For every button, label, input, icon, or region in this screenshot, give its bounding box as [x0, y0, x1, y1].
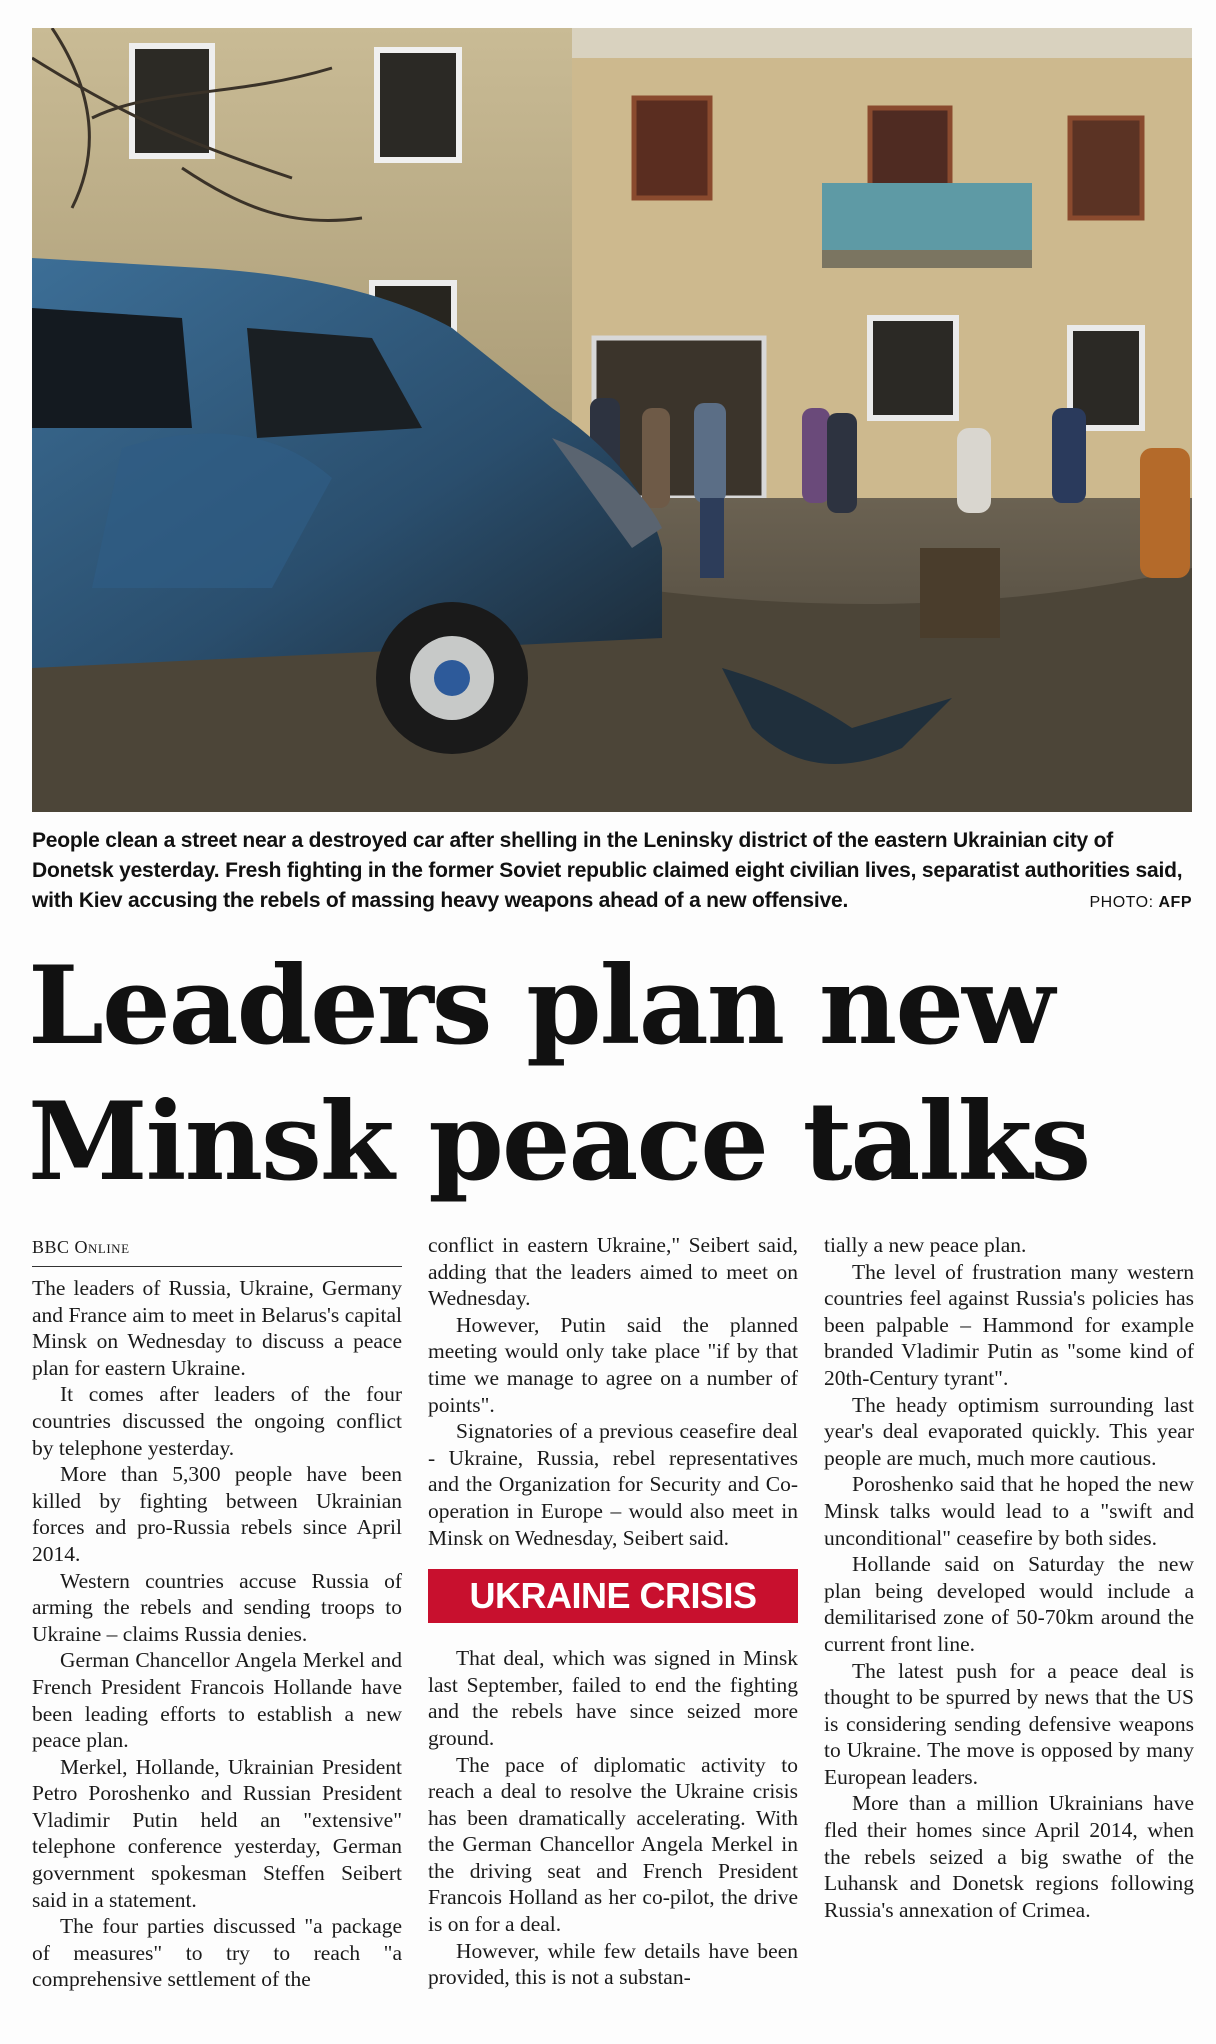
photo-credit-prefix: PHOTO: — [1089, 894, 1154, 911]
photo-caption-text: People clean a street near a destroyed car after shelling in the Leninsky district of the eastern Ukrainian city of Donetsk yesterday. Fresh fighting in the former Soviet republic claimed eight civilian lives, separatist authorities said, with Kiev accusing the rebels of massing heavy weapons ahead of a new offensive. — [32, 829, 1183, 912]
paragraph: It comes after leaders of the four countries discussed the ongoing conflict by telephone yesterday. — [32, 1382, 402, 1460]
photo-credit-source: AFP — [1158, 894, 1192, 911]
paragraph: The leaders of Russia, Ukraine, Germany and France aim to meet in Belarus's capital Minsk on Wednesday to discuss a peace plan for eastern Ukraine. — [32, 1276, 402, 1380]
paragraph: More than a million Ukrainians have fled their homes since April 2014, when the rebels seized a big swathe of the Luhansk and Donetsk regions following Russia's annexation of Crimea. — [824, 1791, 1194, 1922]
paragraph: The pace of diplomatic activity to reach a deal to resolve the Ukraine crisis has been dramatically accelerating. With the German Chancellor Angela Merkel in the driving seat and French President Francois Holland as her co-pilot, the drive is on for a deal. — [428, 1752, 798, 1937]
article-column-2 — [428, 1232, 798, 1991]
paragraph: German Chancellor Angela Merkel and French President Francois Hollande have been leading efforts to establish a new peace plan. — [32, 1648, 402, 1753]
paragraph: Poroshenko said that he hoped the new Minsk talks would lead to a "swift and unconditional" ceasefire by both sides. — [824, 1472, 1194, 1550]
article-column-3 — [824, 1232, 1194, 1923]
article-headline — [28, 938, 1198, 1210]
paragraph: However, while few details have been provided, this is not a substan- — [428, 1938, 798, 1990]
paragraph: However, Putin said the planned meeting would only take place "if by that time we manage to agree on a number of points". — [428, 1312, 798, 1417]
paragraph: conflict in eastern Ukraine," Seibert said, adding that the leaders aimed to meet on Wednesday. — [428, 1233, 798, 1311]
paragraph: The heady optimism surrounding last year's deal evaporated quickly. This year people are much, much more cautious. — [824, 1392, 1194, 1470]
byline: BBC Online — [32, 1232, 402, 1267]
paragraph: Western countries accuse Russia of arming the rebels and sending troops to Ukraine – claims Russia denies. — [32, 1568, 402, 1646]
paragraph: That deal, which was signed in Minsk last September, failed to end the fighting and the rebels have since seized more ground. — [428, 1646, 798, 1750]
paragraph: Hollande said on Saturday the new plan being developed would include a demilitarised zone of 50-70km around the current front line. — [824, 1552, 1194, 1656]
paragraph: The four parties discussed "a package of measures" to try to reach "a comprehensive settlement of the — [32, 1914, 402, 1992]
headline-line-2: Minsk peace talks — [28, 1079, 1090, 1205]
article-column-1 — [32, 1232, 402, 1993]
paragraph: More than 5,300 people have been killed by fighting between Ukrainian forces and pro-Russia rebels since April 2014. — [32, 1462, 402, 1566]
news-photo — [32, 28, 1192, 812]
section-banner: UKRAINE CRISIS — [428, 1569, 798, 1623]
photo-caption — [32, 826, 1192, 918]
photo-credit — [1090, 888, 1193, 918]
paragraph: tially a new peace plan. — [824, 1233, 1027, 1257]
paragraph: The level of frustration many western countries feel against Russia's policies has been palpable – Hammond for example branded Vladimir Putin as "some kind of 20th-Century tyrant". — [824, 1259, 1194, 1390]
paragraph: Merkel, Hollande, Ukrainian President Petro Poroshenko and Russian President Vladimir Putin held an "extensive" telephone conference yesterday, German government spokesman Steffen Seibert said in a statement. — [32, 1754, 402, 1912]
paragraph: Signatories of a previous ceasefire deal - Ukraine, Russia, rebel representatives and the Organization for Security and Co-operation in Europe – would also meet in Minsk on Wednesday, Seibert said. — [428, 1419, 798, 1550]
headline-line-1: Leaders plan new — [28, 943, 1054, 1069]
paragraph: The latest push for a peace deal is thought to be spurred by news that the US is considering sending defensive weapons to Ukraine. The move is opposed by many European leaders. — [824, 1658, 1194, 1789]
destroyed-car-street-image — [32, 28, 1192, 812]
